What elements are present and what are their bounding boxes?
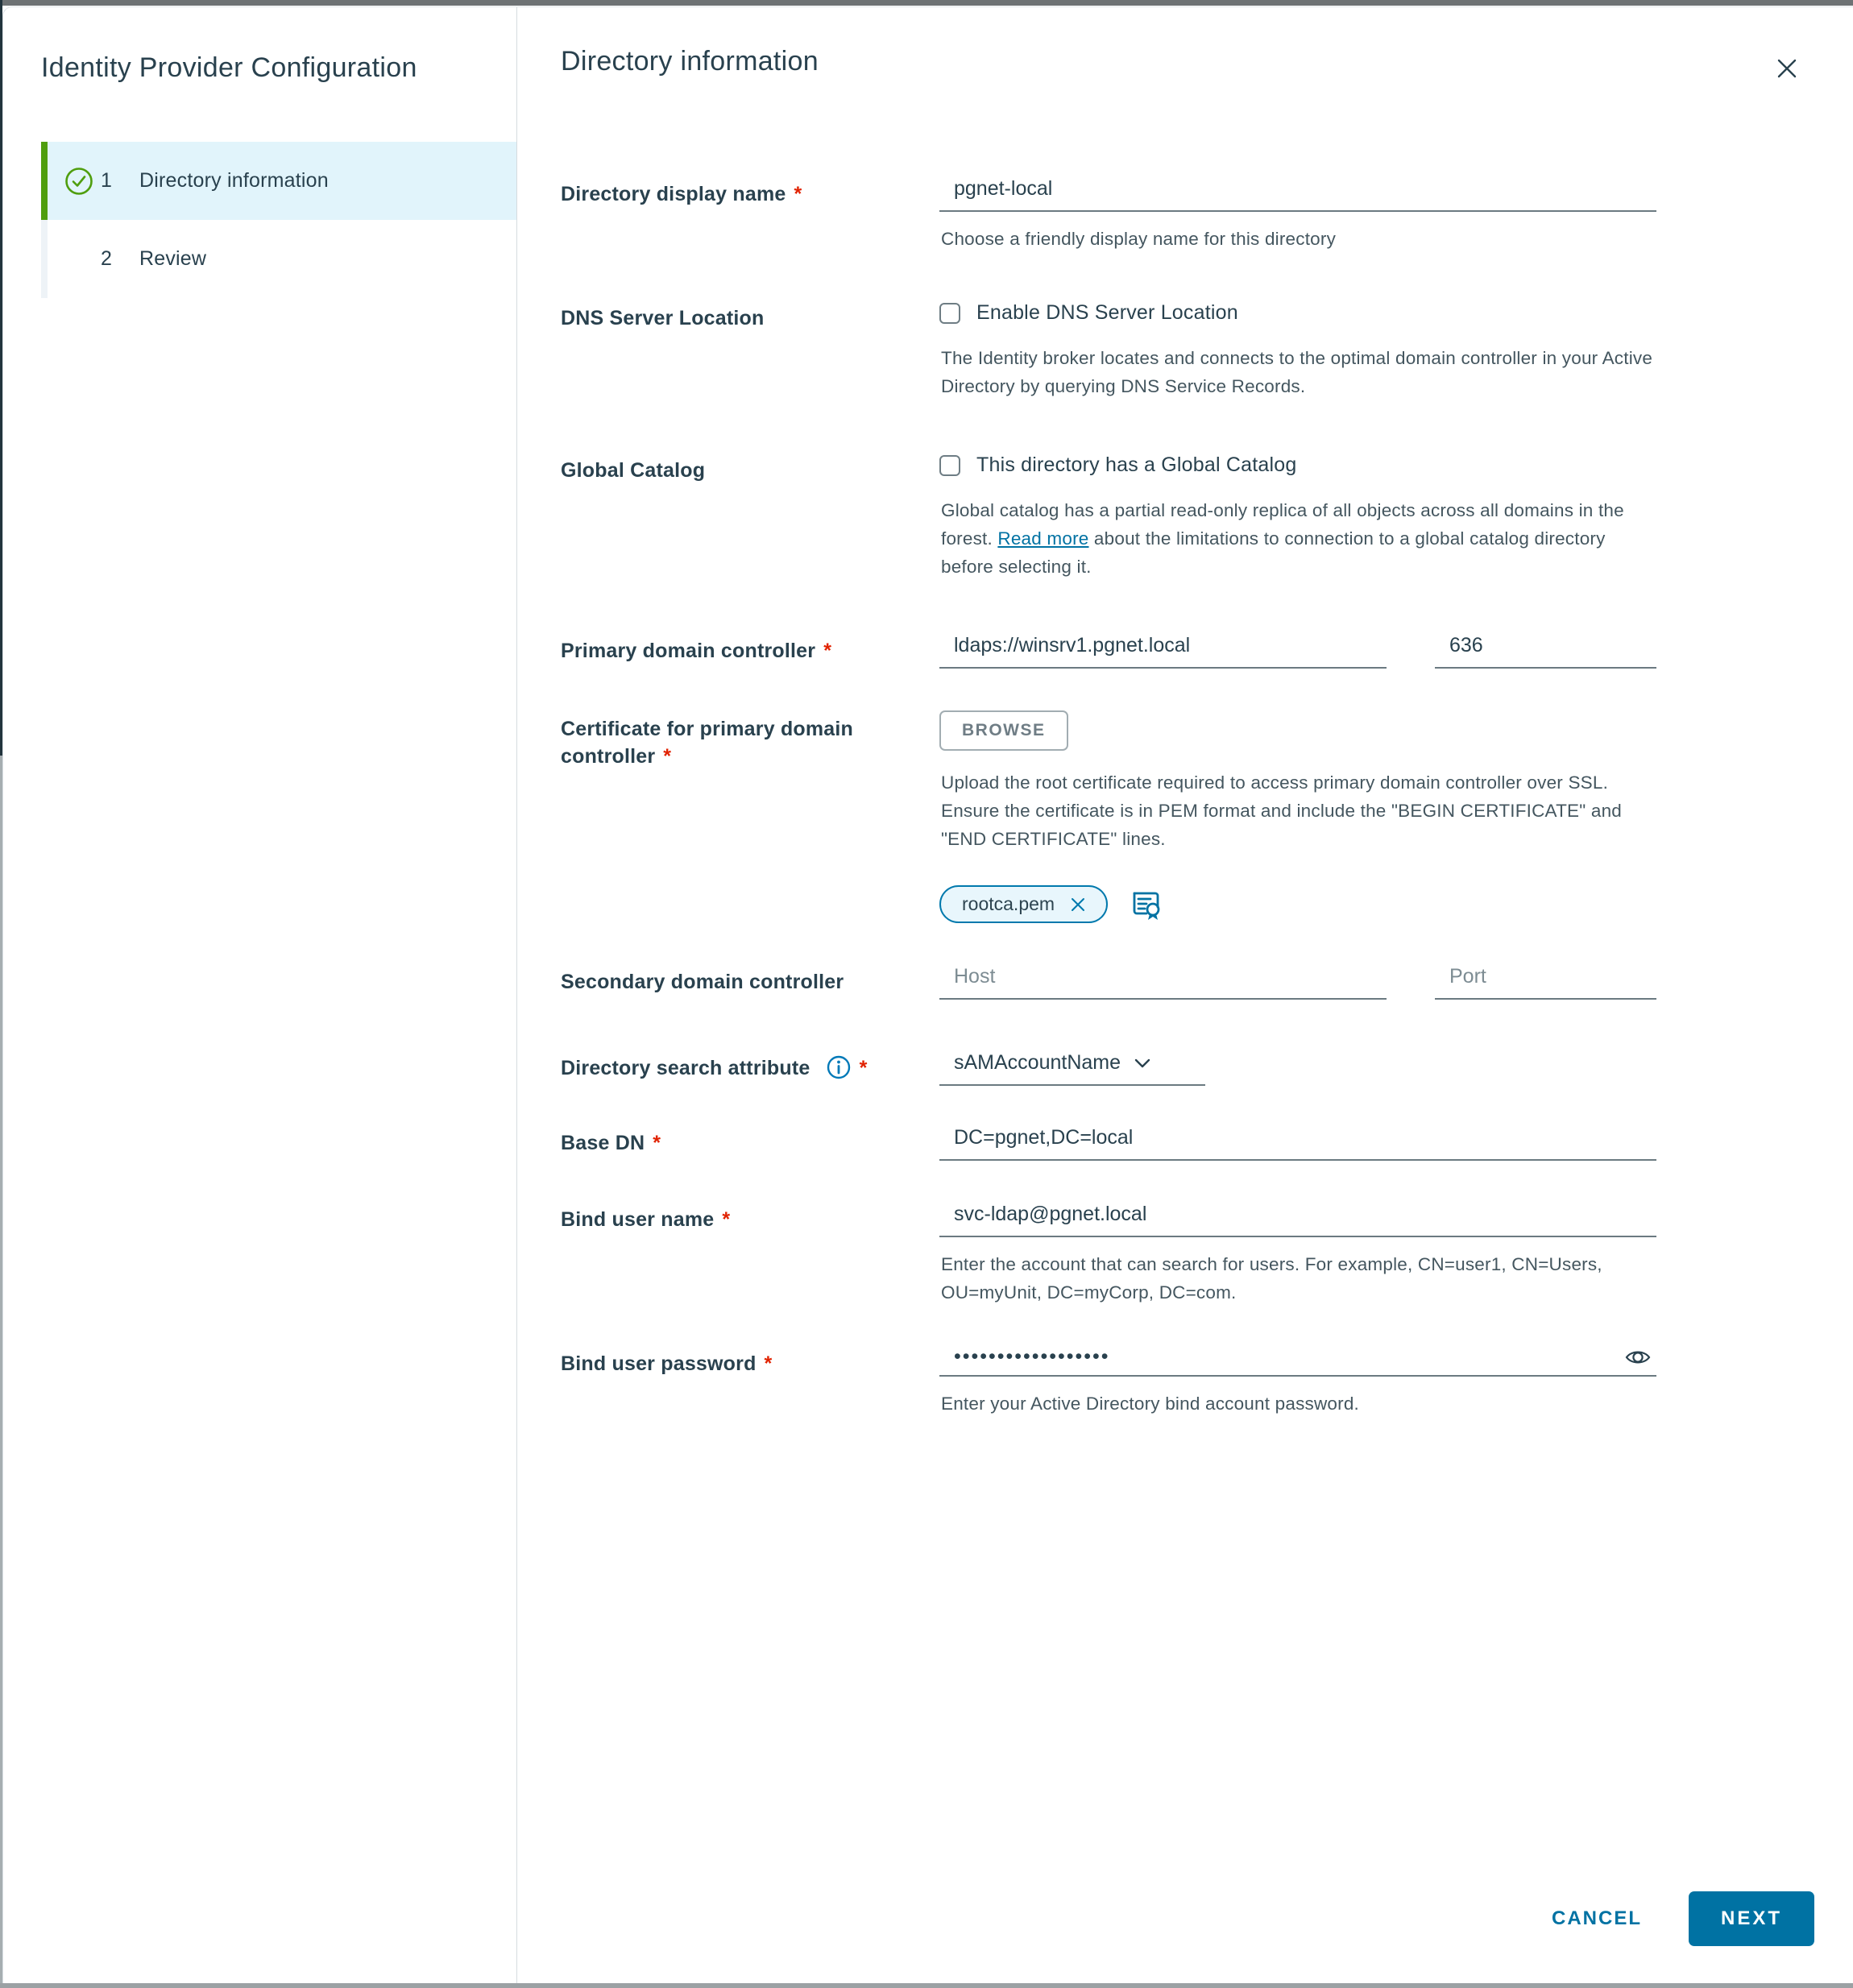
- field-label: Secondary domain controller: [561, 971, 844, 993]
- field-label: Certificate for primary domain controller *: [561, 718, 854, 768]
- required-marker: *: [794, 183, 802, 205]
- active-step-bar: [41, 142, 48, 220]
- field-label: Primary domain controller *: [561, 640, 832, 662]
- field-row-directory-search-attribute: [561, 1050, 1853, 1086]
- field-helper: Global catalog has a partial read-only replica of all objects across all domains in the forest. Read more about the limitations to connection to a global catalog directory before selecting it.: [941, 500, 1624, 577]
- identity-provider-configuration-dialog: [2, 6, 1853, 1983]
- idle-step-bar: [41, 220, 48, 298]
- field-row-certificate-primary: [561, 710, 1853, 923]
- required-marker: *: [722, 1208, 731, 1231]
- certificate-file-chip: [939, 885, 1108, 923]
- window-top-edge: [0, 0, 1853, 6]
- info-icon[interactable]: [826, 1054, 852, 1080]
- directory-information-form: [561, 176, 1853, 1418]
- wizard-steps: [3, 142, 516, 298]
- field-row-primary-domain-controller: [561, 632, 1853, 669]
- bind-user-password-input[interactable]: [939, 1345, 1619, 1369]
- global-catalog-checkbox[interactable]: [939, 455, 960, 476]
- required-marker: *: [859, 1057, 868, 1079]
- checkbox-label: Enable DNS Server Location: [976, 301, 1238, 324]
- required-marker: *: [653, 1132, 661, 1154]
- step-review[interactable]: [41, 220, 516, 298]
- show-password-icon[interactable]: [1619, 1347, 1656, 1368]
- step-directory-information[interactable]: [41, 142, 516, 220]
- step-complete-icon: [64, 166, 94, 197]
- base-dn-input[interactable]: [939, 1124, 1656, 1161]
- search-attribute-select[interactable]: sAMAccountName: [939, 1050, 1205, 1086]
- required-marker: *: [764, 1352, 773, 1375]
- step-label: Review: [139, 247, 207, 270]
- enable-dns-checkbox[interactable]: [939, 303, 960, 324]
- field-row-base-dn: [561, 1124, 1853, 1161]
- field-label: Bind user name *: [561, 1208, 731, 1231]
- close-icon[interactable]: [1771, 52, 1803, 85]
- view-certificate-icon[interactable]: [1129, 887, 1164, 922]
- bind-user-name-input[interactable]: [939, 1201, 1656, 1237]
- field-label: Directory search attribute *: [561, 1050, 939, 1086]
- browse-button[interactable]: BROWSE: [939, 710, 1068, 751]
- directory-display-name-input[interactable]: [939, 176, 1656, 212]
- field-helper: Upload the root certificate required to access primary domain controller over SSL. Ensure the certificate is in PEM format and include the "BEGIN CERTIFICATE" and "END CERTIFICATE" lines.: [941, 772, 1623, 849]
- field-helper: Enter your Active Directory bind account password.: [941, 1394, 1359, 1414]
- certificate-file-name: rootca.pem: [962, 893, 1055, 914]
- required-marker: *: [663, 745, 672, 768]
- field-row-directory-display-name: [561, 176, 1853, 253]
- window-bottom-edge: [0, 1983, 1853, 1988]
- required-marker: *: [823, 640, 832, 662]
- read-more-link[interactable]: Read more: [997, 528, 1089, 549]
- chevron-down-icon: [1134, 1058, 1151, 1069]
- field-label: Global Catalog: [561, 459, 706, 482]
- step-number: 1: [101, 169, 112, 192]
- field-helper: Choose a friendly display name for this directory: [941, 229, 1337, 249]
- field-label: DNS Server Location: [561, 307, 765, 329]
- checkbox-label: This directory has a Global Catalog: [976, 454, 1297, 476]
- field-label: Directory display name *: [561, 183, 802, 205]
- cancel-button[interactable]: CANCEL: [1551, 1907, 1642, 1929]
- next-button[interactable]: NEXT: [1689, 1891, 1814, 1946]
- secondary-dc-port-input[interactable]: [1435, 963, 1656, 1000]
- field-helper: The Identity broker locates and connects to the optimal domain controller in your Active Directory by querying DNS Service Records.: [941, 348, 1653, 396]
- field-row-dns-server-location: [561, 300, 1853, 400]
- secondary-dc-host-input[interactable]: [939, 963, 1387, 1000]
- page-title: Directory information: [561, 46, 819, 77]
- field-label: Base DN *: [561, 1132, 661, 1154]
- field-label: Bind user password *: [561, 1352, 773, 1375]
- step-label: Directory information: [139, 169, 329, 192]
- field-helper: Enter the account that can search for users. For example, CN=user1, CN=Users, OU=myUnit, DC=myCorp, DC=com.: [941, 1254, 1602, 1303]
- field-row-global-catalog: [561, 452, 1853, 581]
- dialog-footer: [1552, 1891, 1814, 1946]
- step-number: 2: [101, 247, 112, 270]
- remove-certificate-icon[interactable]: [1069, 896, 1087, 913]
- field-row-bind-user-password: [561, 1345, 1853, 1418]
- field-row-bind-user-name: [561, 1201, 1853, 1307]
- wizard-title: Identity Provider Configuration: [41, 52, 417, 83]
- step-content: [517, 7, 1853, 1983]
- primary-dc-host-input[interactable]: [939, 632, 1387, 669]
- wizard-sidebar: [3, 7, 517, 1983]
- primary-dc-port-input[interactable]: [1435, 632, 1656, 669]
- field-row-secondary-domain-controller: [561, 963, 1853, 1000]
